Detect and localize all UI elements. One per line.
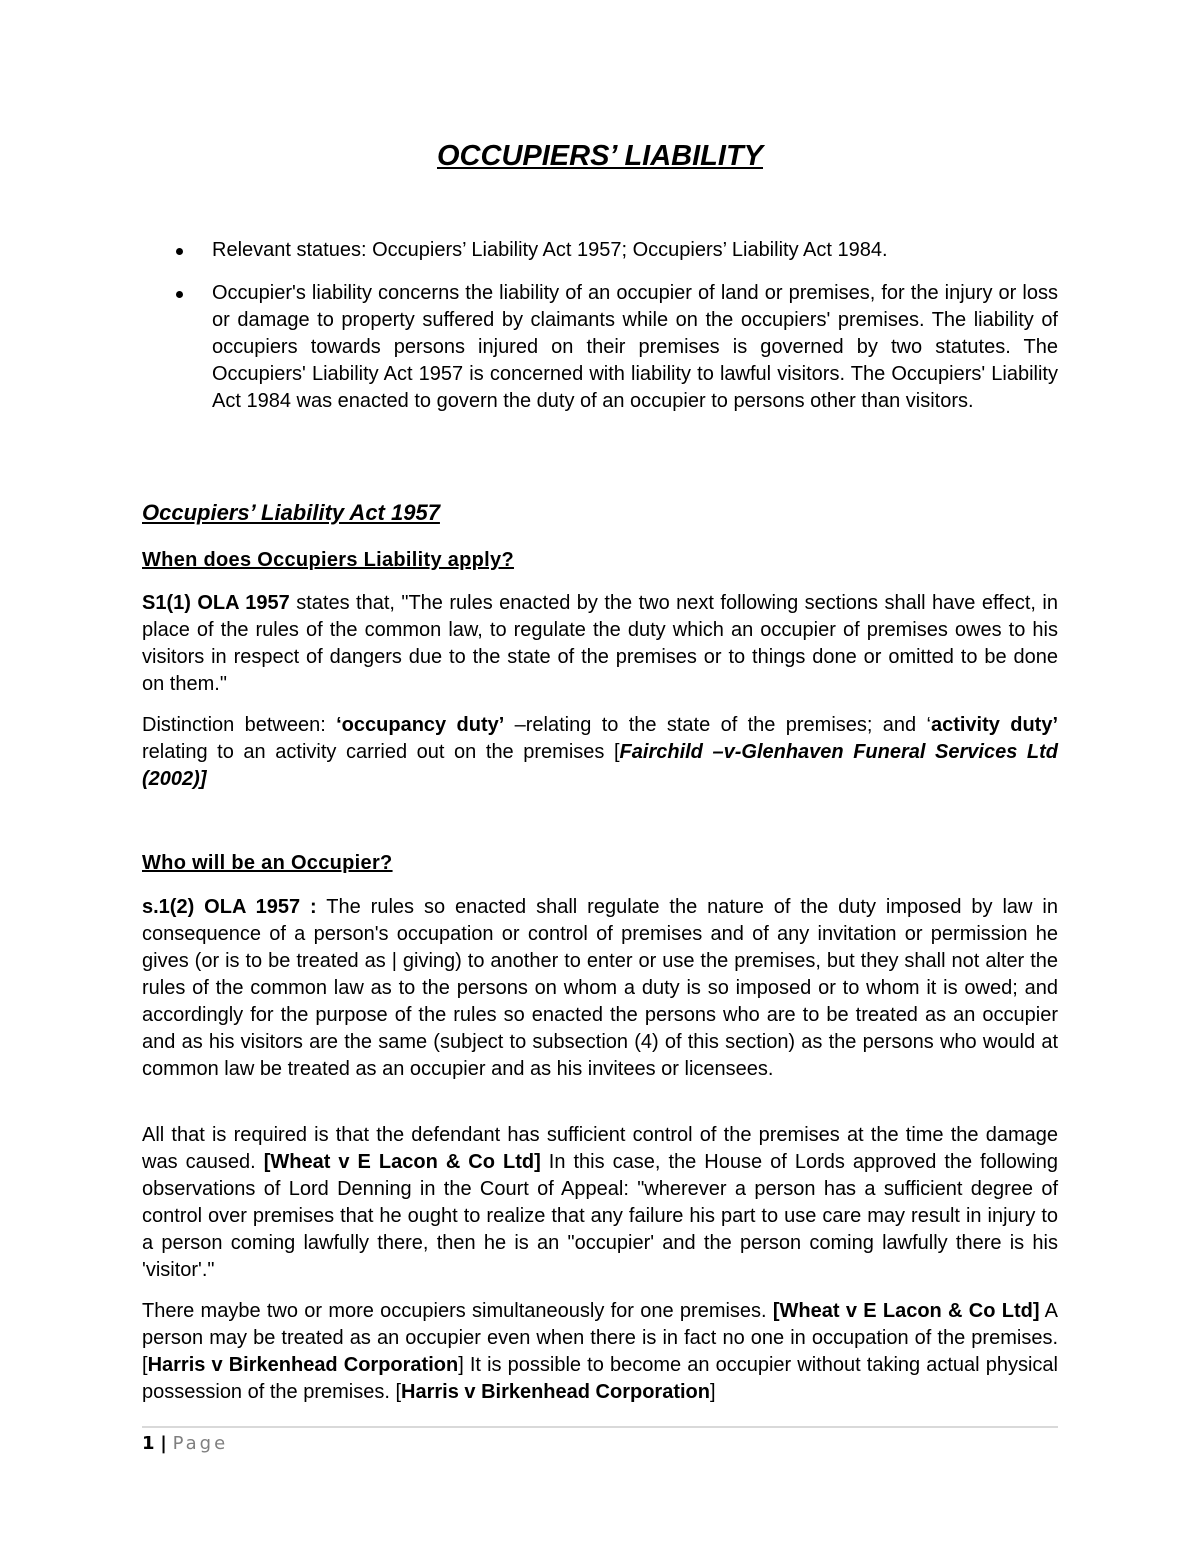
list-item xyxy=(142,280,1058,415)
intro-bullet-list xyxy=(142,237,1058,431)
paragraph-text: states that, "The rules enacted by the two next following sections shall have effect, in place of the rules of the common law, to regulate the duty which an occupier of premises owes to his visitors in respect of dangers due to the state of the premises or to things done or omitted to be done on them." xyxy=(142,592,1058,695)
case-citation: Fairchild –v-Glenhaven Funeral Services Ltd (2002)] xyxy=(142,741,1059,790)
paragraph-s1-1 xyxy=(142,590,1058,698)
document-title: OCCUPIERS’ LIABILITY xyxy=(437,140,763,172)
bullet-text: Occupier's liability concerns the liability of an occupier of land or premises, for the injury or loss or damage to property suffered by claimants while on the occupiers' premises. The liability of occupiers towards persons injured on their premises is governed by two statutes. The Occupiers' Liability Act 1957 is concerned with liability to lawful visitors. The Occupiers' Liability Act 1984 was enacted to govern the duty of an occupier to persons other than visitors. xyxy=(212,282,1058,412)
list-item xyxy=(142,237,1058,264)
statute-reference: S1(1) OLA 1957 xyxy=(142,592,290,614)
bullet-icon xyxy=(176,291,183,298)
subheading-when-applies: When does Occupiers Liability apply? xyxy=(142,549,514,571)
paragraph-text: In this case, the House of Lords approved the following observations of Lord Denning in the Court of Appeal: "wherever a person has a sufficient degree of control over premises that he ought to realize that any failure his part to use care may result in injury to a person coming lawfully there, then he is an "occupier' and the person coming lawfully there is his 'visitor'." xyxy=(142,1151,1059,1281)
case-citation: Harris v Birkenhead Corporation xyxy=(401,1381,710,1403)
paragraph-duty-distinction xyxy=(142,712,1058,793)
paragraph-text: Distinction between: xyxy=(142,714,337,736)
paragraph-sufficient-control xyxy=(142,1122,1058,1284)
bullet-text: Relevant statues: Occupiers’ Liability Act 1957; Occupiers’ Liability Act 1984. xyxy=(212,239,888,261)
paragraph-text: A person may be treated as an occupier even when there is in fact no one in occupation of the premises. [ xyxy=(142,1300,1059,1376)
term-activity-duty: activity duty’ xyxy=(930,714,1058,736)
paragraph-text: The rules so enacted shall regulate the nature of the duty imposed by law in consequence of a person's occupation or control of premises and of any invitation or permission he gives (or is to be treated as | giving) to another to enter or use the premises, but they shall not alter the rules of the common law as to the persons on whom a duty is so imposed or to whom it is owed; and accordingly for the purpose of the rules so enacted the persons who are to be treated as an occupier and as his visitors are the same (subject to subsection (4) of this section) as the persons who would at common law be treated as an occupier and as his invitees or licensees. xyxy=(142,896,1058,1080)
bullet-icon xyxy=(176,248,183,255)
statute-reference: s.1(2) OLA 1957 : xyxy=(142,896,317,918)
paragraph-text: –relating to the state of the premises; and ‘ xyxy=(504,714,931,736)
term-occupancy-duty: ‘occupancy duty’ xyxy=(336,714,505,736)
subheading-who-occupier: Who will be an Occupier? xyxy=(142,852,393,874)
footer-divider xyxy=(142,1426,1058,1428)
page-number: 1 xyxy=(142,1433,155,1454)
page-footer xyxy=(142,1433,228,1454)
paragraph-text: relating to an activity carried out on the premises [ xyxy=(142,741,620,763)
paragraph-text: There maybe two or more occupiers simultaneously for one premises. xyxy=(142,1300,773,1322)
paragraph-text: ] xyxy=(709,1381,716,1403)
page-label: Page xyxy=(172,1433,229,1454)
paragraph-s1-2 xyxy=(142,894,1058,1083)
case-citation: Harris v Birkenhead Corporation xyxy=(147,1354,459,1376)
section-heading-ola-1957: Occupiers’ Liability Act 1957 xyxy=(142,500,440,525)
footer-separator: | xyxy=(160,1433,167,1454)
case-citation: [Wheat v E Lacon & Co Ltd] xyxy=(772,1300,1040,1322)
paragraph-text: All that is required is that the defendant has sufficient control of the premises at the time the damage was caused. xyxy=(142,1124,1058,1173)
case-citation: [Wheat v E Lacon & Co Ltd] xyxy=(263,1151,541,1173)
paragraph-text: ] It is possible to become an occupier without taking actual physical possession of the premises. [ xyxy=(142,1354,1058,1403)
paragraph-multiple-occupiers xyxy=(142,1298,1058,1406)
